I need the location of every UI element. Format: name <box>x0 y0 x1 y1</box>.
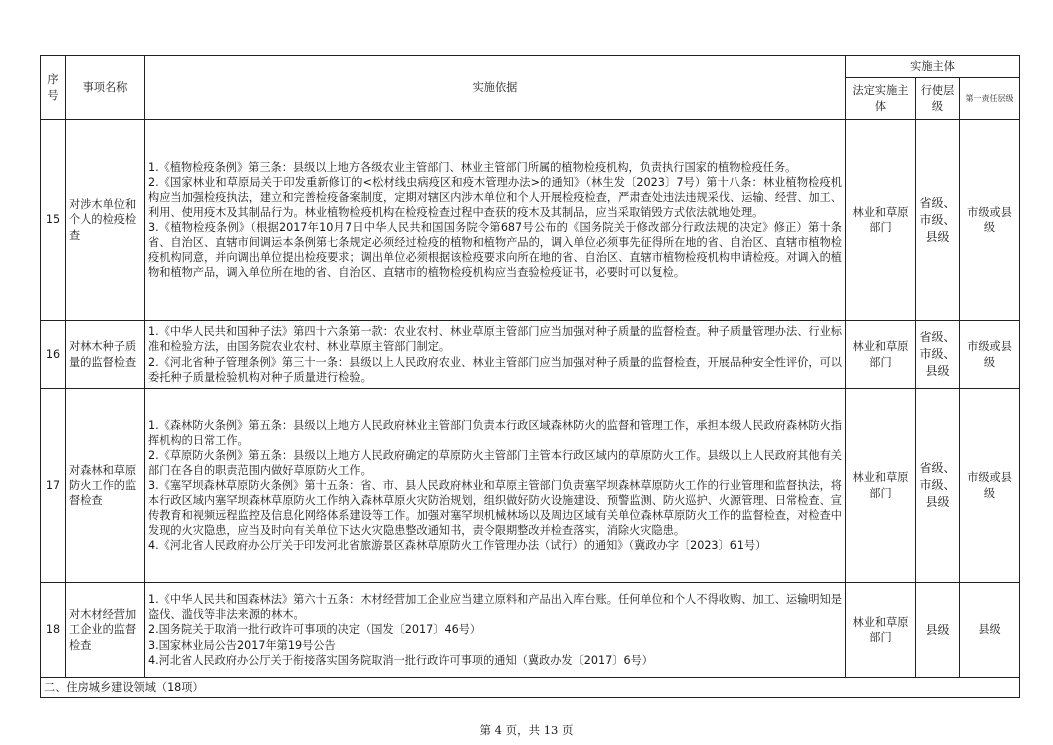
section-title: 二、住房城乡建设领域（18项） <box>41 678 1020 698</box>
basis-paragraph: 2.《国家林业和草原局关于印发重新修订的<松材线虫病疫区和疫木管理办法>的通知》（林生发〔2023〕7号）第十八条：林业植物检疫机构应当加强检疫执法，建立和完善检疫备案制度，定期对辖区内涉木单位和个人开展检疫检查，严肃查处违法违规采伐、运输、经营、加工、利用、使用疫木及其制品行为。林业植物检疫机构在检疫检查过程中查获的疫木及其制品，应当采取销毁方式依法就地处理。 <box>148 175 842 219</box>
basis-paragraph: 3.《植物检疫条例》（根据2017年10月7日中华人民共和国国务院令第687号公布的《国务院关于修改部分行政法规的决定》修正）第十条 省、自治区、直辖市间调运本条例第七条规定必须经过检疫的植物和植物产品的，调入单位必须事先征得所在地的省、自治区、直辖市植物检疫机构同意，并向调出单位提出检疫要求；调出单位必须根据该检疫要求向所在地的省、自治区、直辖市植物检疫机构申请检疫。对调入的植物和植物产品，调入单位所在地的省、自治区、直辖市的植物检疫机构应当查验检疫证书，必要时可以复检。 <box>148 221 842 280</box>
primary-level: 市级或县级 <box>960 120 1020 321</box>
primary-level: 市级或县级 <box>960 321 1020 389</box>
legal-subject: 林业和草原部门 <box>846 583 916 678</box>
row-number: 15 <box>41 120 66 321</box>
table-row <box>41 583 1020 678</box>
row-number: 17 <box>41 389 66 583</box>
item-name: 对林木种子质量的监督检查 <box>66 321 145 389</box>
exercise-level: 省级、市级、县级 <box>916 389 960 583</box>
item-name: 对涉木单位和个人的检疫检查 <box>66 120 145 321</box>
header-basis: 实施依据 <box>145 56 846 120</box>
row-number: 16 <box>41 321 66 389</box>
header-primary-level: 第一责任层级 <box>960 78 1020 120</box>
table-row <box>41 389 1020 583</box>
basis-cell <box>145 120 846 321</box>
basis-paragraph: 3.国家林业局公告2017年第19号公告 <box>148 638 336 652</box>
page-footer: 第 4 页，共 13 页 <box>479 723 574 737</box>
basis-cell <box>145 583 846 678</box>
row-number: 18 <box>41 583 66 678</box>
basis-paragraph: 4.《河北省人民政府办公厅关于印发河北省旅游景区森林草原防火工作管理办法（试行）的通知》（冀政办字〔2023〕61号） <box>148 539 767 553</box>
header-exercise-level: 行使层级 <box>916 78 960 120</box>
section-row <box>41 678 1020 698</box>
table-row <box>41 120 1020 321</box>
basis-paragraph: 1.《中华人民共和国种子法》第四十六条第一款：农业农村、林业草原主管部门应当加强对种子质量的监督检查。种子质量管理办法、行业标准和检验方法，由国务院农业农村、林业草原主管部门制定。 <box>148 325 842 354</box>
basis-paragraph: 4.河北省人民政府办公厅关于衔接落实国务院取消一批行政许可事项的通知（冀政办发〔2017〕6号） <box>148 653 653 667</box>
basis-paragraph: 2.国务院关于取消一批行政许可事项的决定（国发〔2017〕46号） <box>148 623 482 637</box>
enforcement-items-table <box>40 55 1020 698</box>
basis-paragraph: 1.《森林防火条例》第五条：县级以上地方人民政府林业主管部门负责本行政区域森林防火的监督和管理工作，承担本级人民政府森林防火指挥机构的日常工作。 <box>148 418 842 447</box>
header-subject: 实施主体 <box>846 56 1020 78</box>
basis-paragraph: 3.《塞罕坝森林草原防火条例》第十五条：省、市、县人民政府林业和草原主管部门负责塞罕坝森林草原防火工作的行业管理和监督执法，将本行政区域内塞罕坝森林草原防火工作纳入森林草原火灾防治规划，组织做好防火设施建设、预警监测、防火巡护、火源管理、日常检查、宣传教育和视频远程监控及信息化网络体系建设等工作。加强对塞罕坝机械林场以及周边区域有关单位森林草原防火工作的监督检查，对检查中发现的火灾隐患，应当及时向有关单位下达火灾隐患整改通知书，责令限期整改并检查落实，消除火灾隐患。 <box>148 478 842 538</box>
item-name: 对木材经营加工企业的监督检查 <box>66 583 145 678</box>
basis-paragraph: 1.《中华人民共和国森林法》第六十五条：木材经营加工企业应当建立原料和产品出入库台账。任何单位和个人不得收购、加工、运输明知是盗伐、滥伐等非法来源的林木。 <box>148 593 842 622</box>
table-row <box>41 321 1020 389</box>
item-name: 对森林和草原防火工作的监督检查 <box>66 389 145 583</box>
header-seq: 序号 <box>41 56 66 120</box>
header-name: 事项名称 <box>66 56 145 120</box>
exercise-level: 省级、市级、县级 <box>916 321 960 389</box>
basis-paragraph: 2.《草原防火条例》第五条：县级以上地方人民政府确定的草原防火主管部门主管本行政区域内的草原防火工作。县级以上人民政府其他有关部门在各自的职责范围内做好草原防火工作。 <box>148 448 842 477</box>
legal-subject: 林业和草原部门 <box>846 120 916 321</box>
primary-level: 县级 <box>960 583 1020 678</box>
header-row <box>41 56 1020 78</box>
primary-level: 市级或县级 <box>960 389 1020 583</box>
basis-cell <box>145 389 846 583</box>
basis-paragraph: 2.《河北省种子管理条例》第三十一条：县级以上人民政府农业、林业主管部门应当加强对种子质量的监督检查，开展品种安全性评价，可以委托种子质量检验机构对种子质量进行检验。 <box>148 355 842 384</box>
basis-cell <box>145 321 846 389</box>
header-legal-subject: 法定实施主体 <box>846 78 916 120</box>
exercise-level: 省级、市级、县级 <box>916 120 960 321</box>
legal-subject: 林业和草原部门 <box>846 389 916 583</box>
legal-subject: 林业和草原部门 <box>846 321 916 389</box>
basis-paragraph: 1.《植物检疫条例》第三条：县级以上地方各级农业主管部门、林业主管部门所属的植物检疫机构，负责执行国家的植物检疫任务。 <box>148 160 797 174</box>
exercise-level: 县级 <box>916 583 960 678</box>
